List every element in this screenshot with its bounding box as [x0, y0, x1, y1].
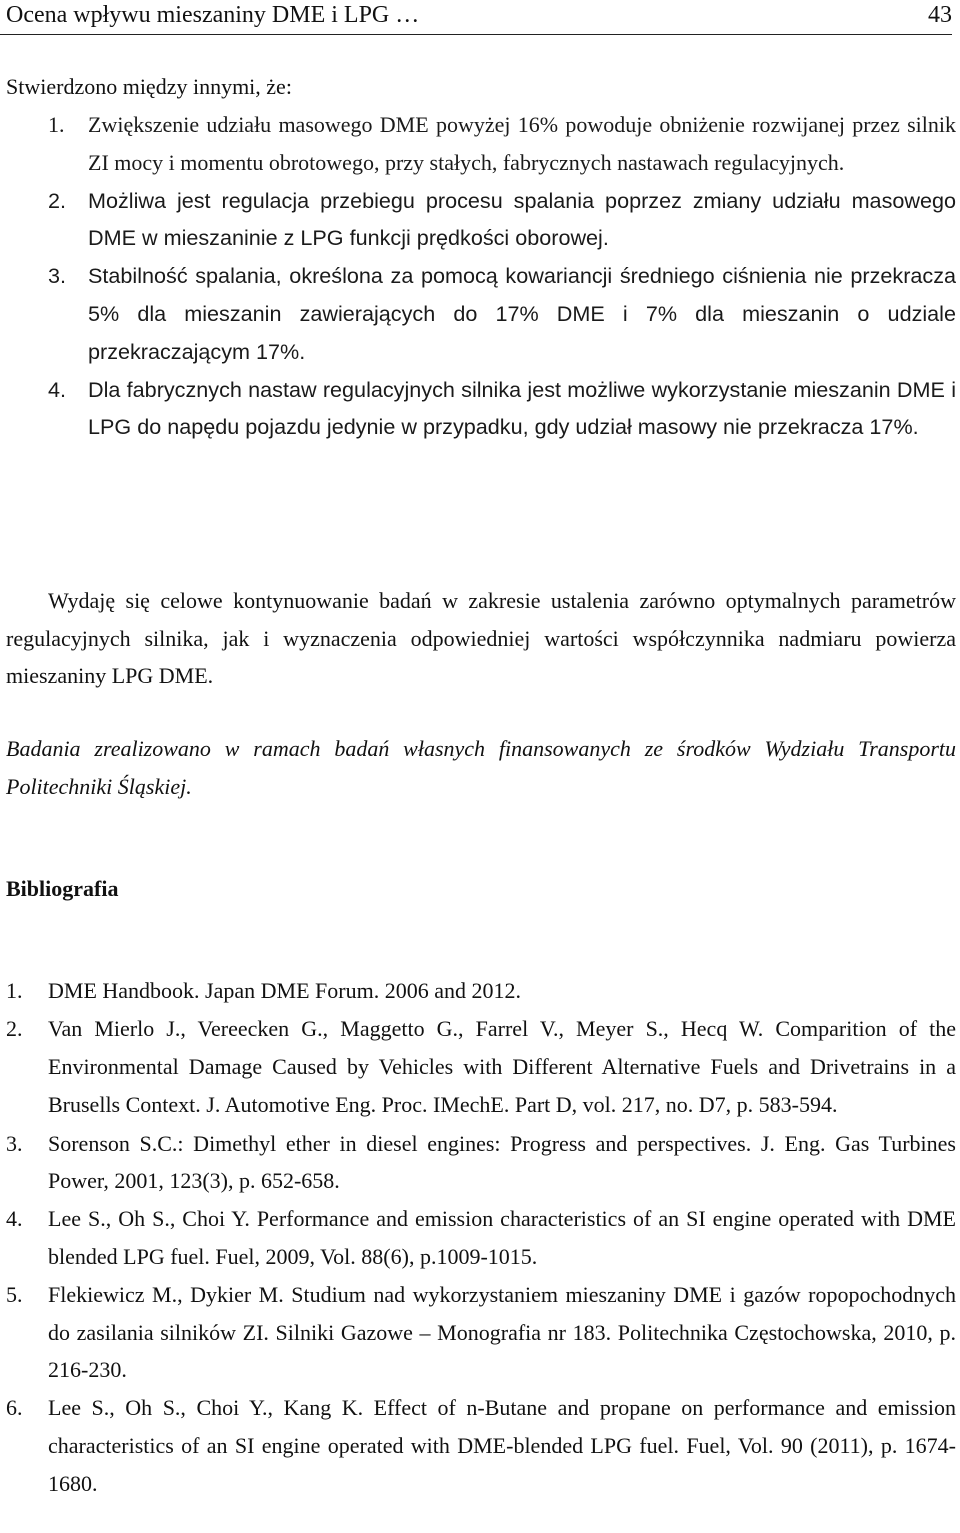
conclusion-paragraph: Wydaję się celowe kontynuowanie badań w zakresie ustalenia zarówno optymalnych parametrów regulacyjnych silnika, jak i wyznaczenia odpowiedniej wartości współczynnika nadmiaru powierza mieszaniny LPG DME. [6, 588, 956, 688]
reference-number: 3. [6, 1130, 23, 1156]
reference-item [6, 1010, 956, 1125]
reference-number: 5. [6, 1281, 23, 1307]
reference-number: 6. [6, 1395, 23, 1421]
finding-item [48, 182, 956, 258]
finding-text: Możliwa jest regulacja przebiegu procesu spalania poprzez zmiany udziału masowego DME w mieszaninie z LPG funkcji prędkości oborowej. [88, 187, 956, 251]
findings-intro: Stwierdzono między innymi, że: [6, 74, 292, 99]
bibliography-heading: Bibliografia [6, 876, 119, 901]
reference-item [6, 972, 956, 1010]
finding-item [48, 106, 956, 182]
finding-text: Zwiększenie udziału masowego DME powyżej 16% powoduje obniżenie rozwijanej przez silnik ZI mocy i momentu obrotowego, przy stałych, fabrycznych nastawach regulacyjnych. [88, 112, 956, 175]
reference-item [6, 1200, 956, 1276]
reference-text: Lee S., Oh S., Choi Y. Performance and emission characteristics of an SI engine operated with DME blended LPG fuel. Fuel, 2009, Vol. 88(6), p.1009-1015. [48, 1206, 956, 1270]
reference-text: Lee S., Oh S., Choi Y., Kang K. Effect of n-Butane and propane on performance and emission characteristics of an SI engine operated with DME-blended LPG fuel. Fuel, Vol. 90 (2011), p. 1674-1680. [48, 1395, 956, 1496]
acknowledgement: Badania zrealizowano w ramach badań własnych finansowanych ze środków Wydziału Transportu Politechniki Śląskiej. [6, 736, 956, 799]
finding-item [48, 257, 956, 370]
findings-list [48, 106, 956, 446]
reference-text: Flekiewicz M., Dykier M. Studium nad wykorzystaniem mieszaniny DME i gazów ropopochodnych do zasilania silników ZI. Silniki Gazowe – Monografia nr 183. Politechnika Częstochowska, 2010, p. 216-230. [48, 1281, 956, 1383]
reference-number: 1. [6, 978, 23, 1003]
reference-number: 4. [6, 1206, 23, 1232]
reference-list [6, 972, 956, 1503]
reference-item [6, 1276, 956, 1389]
running-header [0, 0, 952, 35]
finding-number: 3. [48, 263, 67, 289]
reference-number: 2. [6, 1015, 23, 1041]
reference-item [6, 1125, 956, 1201]
reference-text: Sorenson S.C.: Dimethyl ether in diesel engines: Progress and perspectives. J. Eng. Gas Turbines Power, 2001, 123(3), p. 652-658. [48, 1130, 956, 1194]
finding-number: 2. [48, 187, 67, 213]
reference-item [6, 1389, 956, 1502]
finding-text: Dla fabrycznych nastaw regulacyjnych silnika jest możliwe wykorzystanie mieszanin DME i LPG do napędu pojazdu jedynie w przypadku, gdy udział masowy nie przekracza 17%. [88, 376, 956, 440]
page-number: 43 [928, 2, 952, 28]
reference-text: Van Mierlo J., Vereecken G., Maggetto G., Farrel V., Meyer S., Hecq W. Comparition of the Environmental Damage Caused by Vehicles with Different Alternative Fuels and Drivetrains in a Brusells Context. J. Automotive Eng. Proc. IMechE. Part D, vol. 217, no. D7, p. 583-594. [48, 1015, 956, 1118]
reference-text: DME Handbook. Japan DME Forum. 2006 and 2012. [48, 978, 521, 1003]
running-title: Ocena wpływu mieszaniny DME i LPG … [6, 2, 420, 28]
finding-number: 1. [48, 112, 65, 137]
finding-text: Stabilność spalania, określona za pomocą kowariancji średniego ciśnienia nie przekracza 5% dla mieszanin zawierających do 17% DME i 7% dla mieszanin o udziale przekraczającym 17%. [88, 263, 956, 364]
finding-item [48, 371, 956, 447]
finding-number: 4. [48, 376, 67, 402]
